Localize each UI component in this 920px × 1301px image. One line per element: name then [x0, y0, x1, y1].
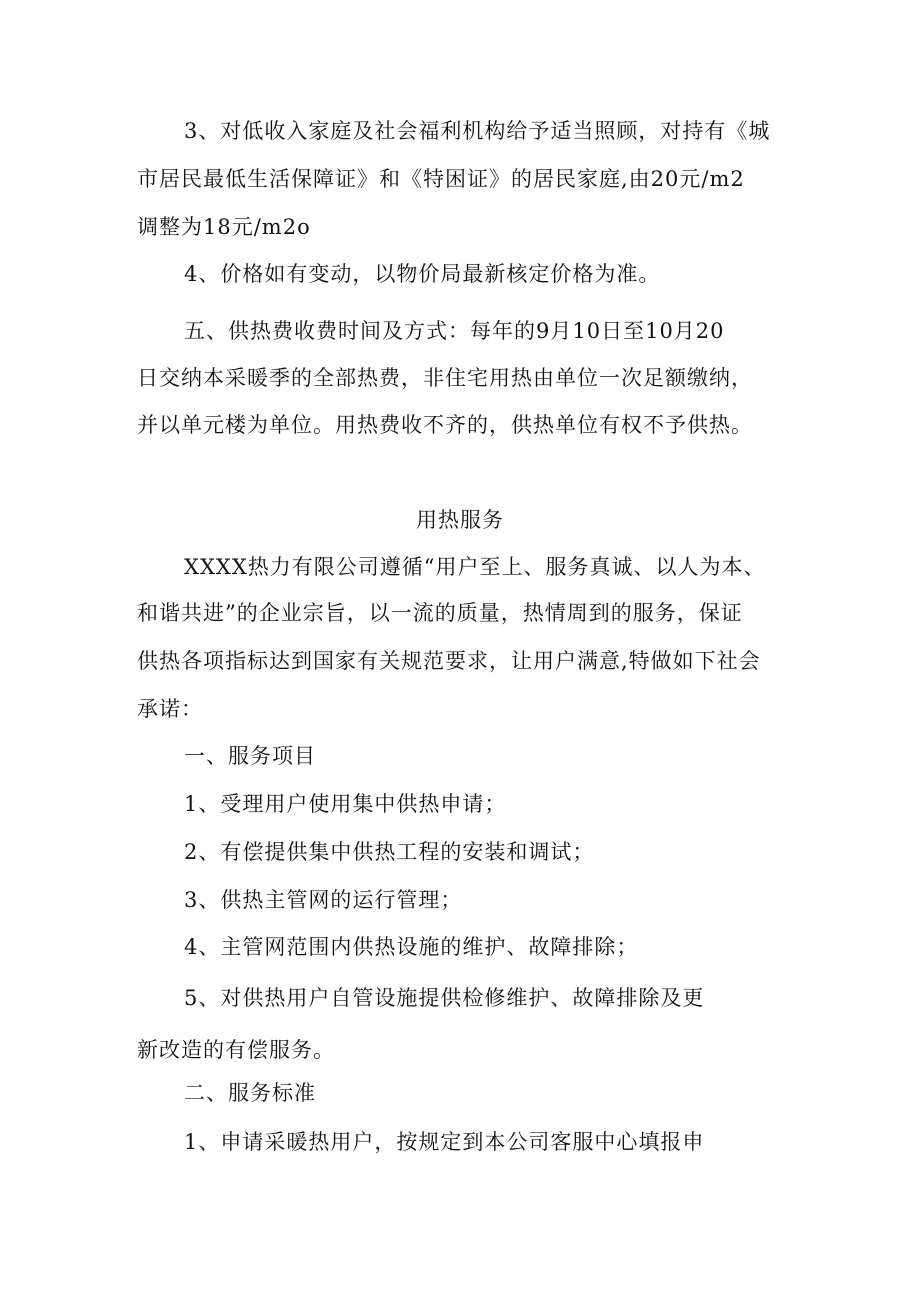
paragraph-line: 日交纳本采暖季的全部热费，非住宅用热由单位一次足额缴纳，: [137, 366, 753, 390]
paragraph-line: 3、对低收入家庭及社会福利机构给予适当照顾，对持有《城: [184, 119, 771, 143]
list-heading: 二、服务标准: [184, 1081, 316, 1105]
paragraph-line: 供热各项指标达到国家有关规范要求，让用户满意,特做如下社会: [137, 649, 761, 673]
section-title: 用热服务: [416, 508, 504, 532]
paragraph-line: 4、价格如有变动，以物价局最新核定价格为准。: [184, 262, 661, 286]
paragraph-line: XXXX热力有限公司遵循“用户至上、服务真诚、以人为本、: [184, 555, 766, 579]
list-item: 新改造的有偿服务。: [137, 1038, 335, 1062]
paragraph-line: 承诺：: [137, 697, 203, 721]
list-item: 1、受理用户使用集中供热申请；: [184, 792, 507, 816]
paragraph-line: 和谐共进”的企业宗旨，以一流的质量，热情周到的服务，保证: [137, 601, 743, 625]
paragraph-line: 五、供热费收费时间及方式：每年的9月10日至10月20: [184, 319, 725, 343]
list-item: 5、对供热用户自管设施提供检修维护、故障排除及更: [184, 986, 705, 1010]
list-item: 2、有偿提供集中供热工程的安装和调试；: [184, 840, 595, 864]
paragraph-line: 并以单元楼为单位。用热费收不齐的，供热单位有权不予供热。: [137, 413, 753, 437]
list-heading: 一、服务项目: [184, 744, 316, 768]
list-item: 1、申请采暖热用户，按规定到本公司客服中心填报申: [184, 1130, 705, 1154]
paragraph-line: 市居民最低生活保障证》和《特困证》的居民家庭,由20元/m2: [137, 167, 745, 191]
paragraph-line: 调整为18元/m2o: [137, 215, 311, 239]
list-item: 3、供热主管网的运行管理；: [184, 888, 463, 912]
list-item: 4、主管网范围内供热设施的维护、故障排除；: [184, 935, 639, 959]
